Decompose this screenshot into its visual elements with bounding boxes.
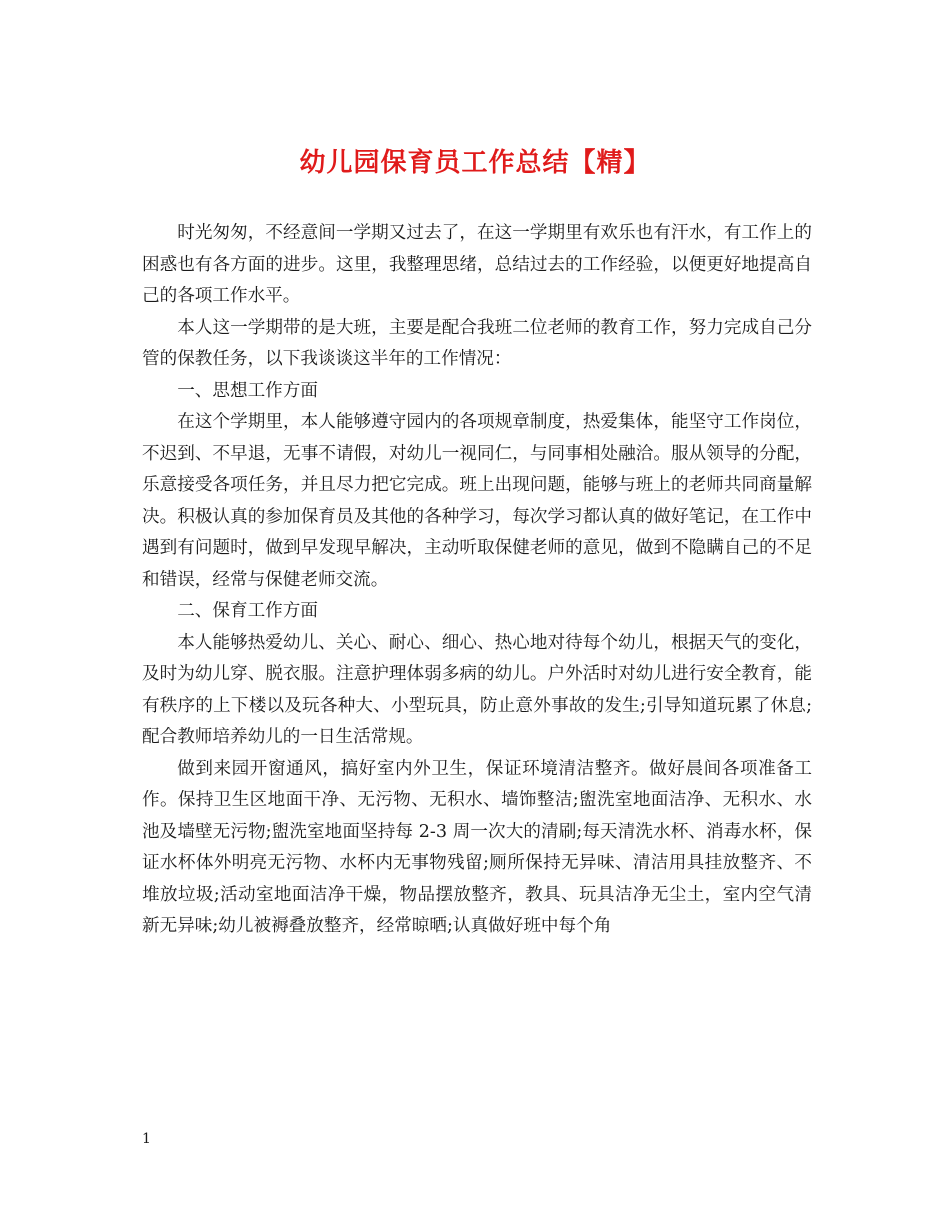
paragraph-hygiene: 做到来园开窗通风，搞好室内外卫生，保证环境清洁整齐。做好晨间各项准备工作。保持卫生区地面干净、无污物、无积水、墙饰整洁;盥洗室地面洁净、无积水、水池及墙壁无污物;盥洗室地面坚持每 2-3 周一次大的清刷;每天清洗水杯、消毒水杯，保证水杯体外明亮无污物、水杯内无事物残留;厕所保持无异味、清洁用具挂放整齐、不堆放垃圾;活动室地面洁净干燥，物品摆放整齐，教具、玩具洁净无尘土，室内空气清新无异味;幼儿被褥叠放整齐，经常晾晒;认真做好班中每个角	[142, 758, 812, 936]
document-title: 幼儿园保育员工作总结【精】	[299, 148, 651, 178]
paragraph-ideology: 在这个学期里，本人能够遵守园内的各项规章制度，热爱集体，能坚守工作岗位，不迟到、不早退，无事不请假，对幼儿一视同仁，与同事相处融洽。服从领导的分配，乐意接受各项任务，并且尽力把它完成。班上出现问题，能够与班上的老师共同商量解决。积极认真的参加保育员及其他的各种学习，每次学习都认真的做好笔记，在工作中遇到有问题时，做到早发现早解决，主动听取保健老师的意见，做到不隐瞒自己的不足和错误，经常与保健老师交流。	[142, 412, 812, 590]
paragraph-overview: 本人这一学期带的是大班，主要是配合我班二位老师的教育工作，努力完成自己分管的保教任务，以下我谈谈这半年的工作情况：	[142, 317, 812, 369]
paragraph-care: 本人能够热爱幼儿、关心、耐心、细心、热心地对待每个幼儿，根据天气的变化，及时为幼儿穿、脱衣服。注意护理体弱多病的幼儿。户外活时对幼儿进行安全教育，能有秩序的上下楼以及玩各种大、小型玩具，防止意外事故的发生;引导知道玩累了休息;配合教师培养幼儿的一日生活常规。	[142, 632, 812, 747]
section-heading-care: 二、保育工作方面	[177, 601, 318, 621]
paragraph-intro: 时光匆匆，不经意间一学期又过去了，在这一学期里有欢乐也有汗水，有工作上的困惑也有各方面的进步。这里，我整理思绪，总结过去的工作经验，以便更好地提高自己的各项工作水平。	[142, 223, 812, 306]
page-number: 1	[142, 1131, 151, 1147]
section-heading-ideology: 一、思想工作方面	[177, 380, 318, 401]
document-body	[142, 218, 812, 943]
